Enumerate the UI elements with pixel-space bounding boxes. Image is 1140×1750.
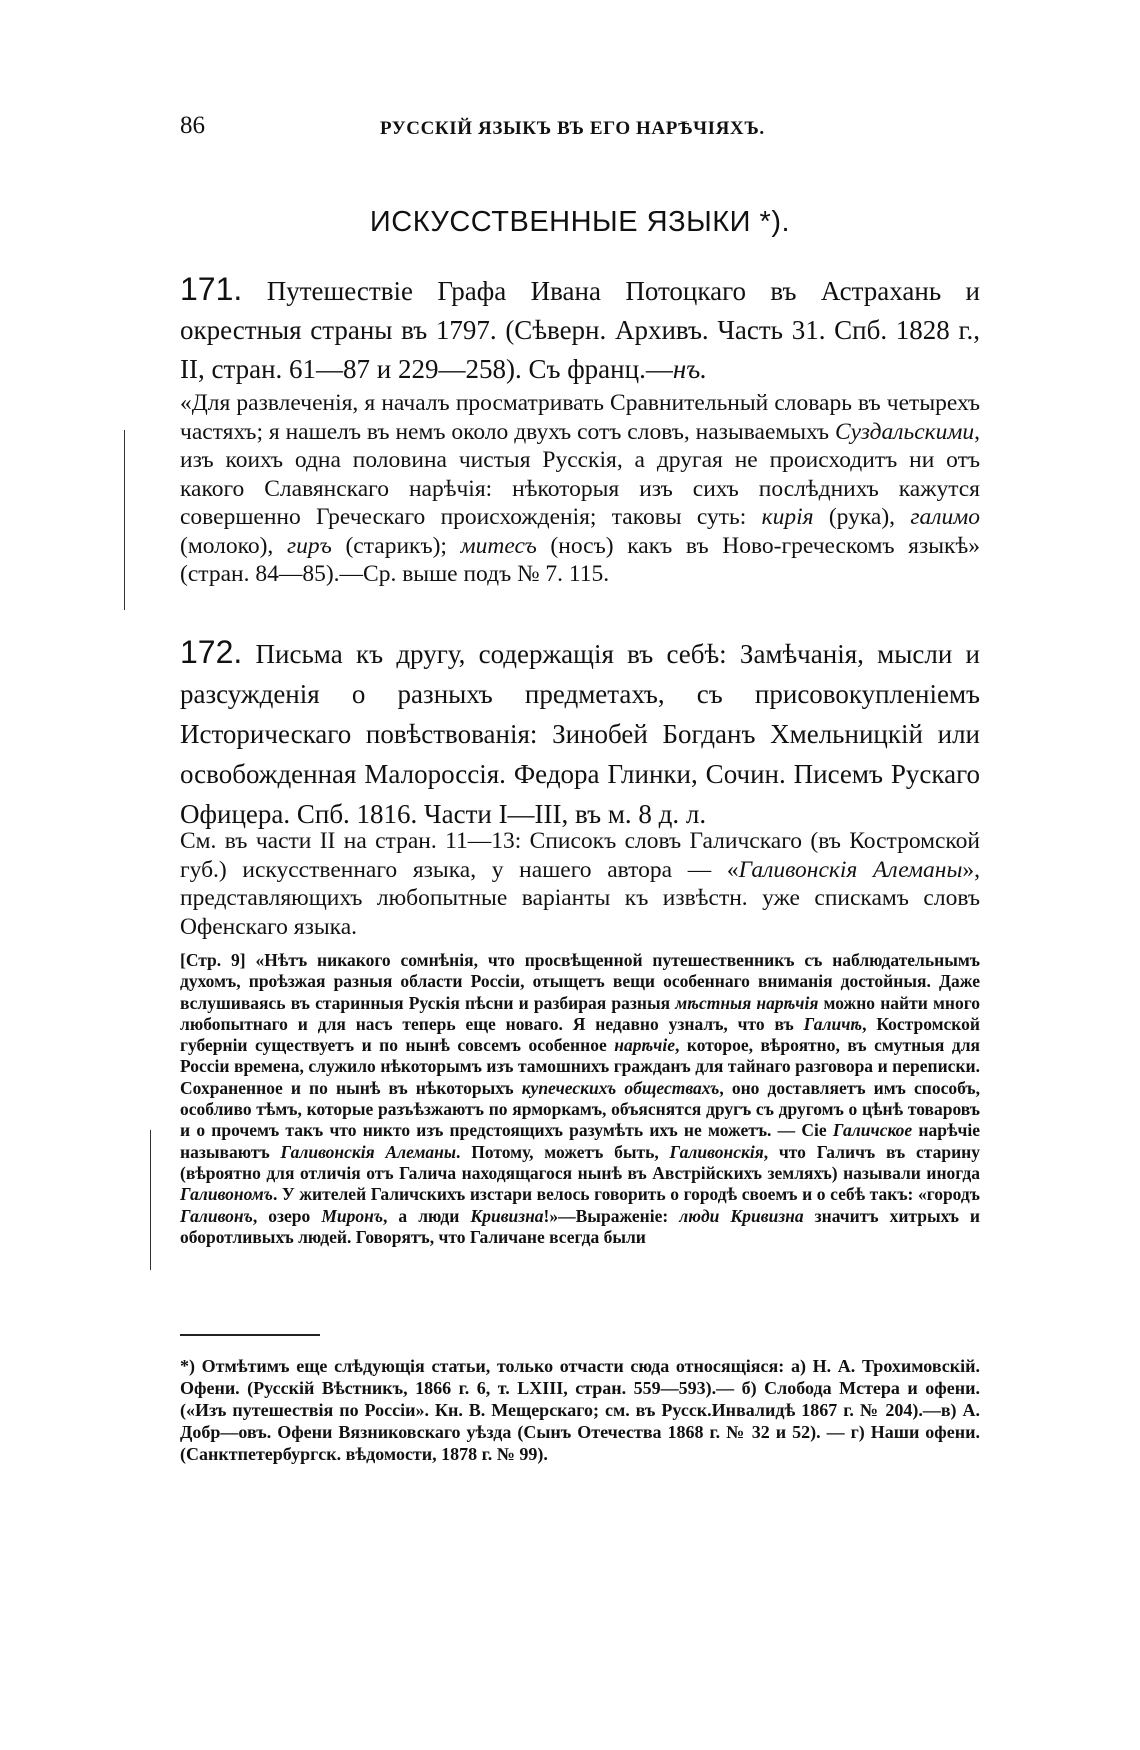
excerpt-text: . У жителей Галичскихъ изстари велось говорить о городѣ своемъ и о себѣ такъ: «городъ <box>272 1184 980 1205</box>
excerpt-text: , озеро <box>252 1205 322 1226</box>
entry-171-heading <box>180 270 980 389</box>
quote-italic: кирія <box>761 504 814 530</box>
note-italic: Галивонскія Алеманы <box>738 856 963 883</box>
excerpt-text: . Потому, можетъ быть, <box>456 1141 670 1162</box>
quote-text: (молоко), <box>180 532 287 559</box>
quote-text: , изъ коихъ одна половина чистыя Русскія, а другая не происходитъ ни отъ какого Славянскаго нарѣчія: нѣкоторыя изъ сихъ послѣднихъ кажутся совершенно Греческаго происхожденія; таковы суть: <box>180 418 980 530</box>
entry-172-excerpt <box>180 950 980 1248</box>
entry-172-heading <box>180 632 980 834</box>
excerpt-italic: Галичское <box>832 1120 913 1141</box>
excerpt-italic: нарѣчіе <box>614 1035 675 1056</box>
excerpt-italic: купеческихъ обществахъ <box>521 1077 720 1098</box>
quote-text: (старикъ); <box>331 532 461 559</box>
entry-number: 172. <box>180 634 243 670</box>
running-title: РУССКІЙ ЯЗЫКЪ ВЪ ЕГО НАРѢЧІЯХЪ. <box>380 118 765 139</box>
entry-number: 171. <box>180 271 243 307</box>
quote-text: (носъ) какъ въ Ново-греческомъ языкѣ» (стран. 84—85).—Ср. выше подъ № 7. 115. <box>180 532 980 587</box>
entry-171-quote <box>180 389 980 589</box>
excerpt-italic: Галичѣ <box>803 1013 863 1034</box>
excerpt-text: [Стр. 9] «Нѣтъ никакого сомнѣнія, что просвѣщенной путешественникъ съ наблюдательнымъ духомъ, проѣзжая разныя области Россіи, отыщетъ вещи особеннаго вниманія достойныя. Даже вслушиваясь въ старинныя Рускія пѣсни и разбирая разныя <box>180 950 980 1013</box>
entry-translator: нъ. <box>672 354 707 384</box>
quote-italic: гиръ <box>286 532 332 559</box>
quote-italic: галимо <box>910 504 980 530</box>
entry-title: Путешествіе Графа Ивана Потоцкаго въ Астрахань и окрестныя страны въ 1797. (Сѣверн. Архивъ. Часть 31. Спб. 1828 г., II, стран. 61—87 и 229—258). Съ франц.— <box>180 276 980 384</box>
excerpt-text: , а люди <box>383 1205 471 1226</box>
excerpt-text: , оно доставляетъ имъ способъ, особливо тѣмъ, которые разъѣзжаютъ по ярморкамъ, объяснятся другъ съ другомъ о цѣнѣ товаровъ и о прочемъ такъ что никто изъ предстоящихъ разумѣть ихъ не можетъ. — Сіе <box>180 1077 980 1141</box>
footnote: *) Отмѣтимъ еще слѣдующія статьи, только отчасти сюда относящіяся: а) Н. А. Трохимовскій. Офени. (Русскій Вѣстникъ, 1866 г. 6, т. LXIII, стран. 559—593).— б) Слобода Мстера и офени. («Изъ путешествія по Россіи». Кн. В. Мещерскаго; см. въ Русск.Инвалидѣ 1867 г. № 204).—в) А. Добр—овъ. Офени Вязниковскаго уѣзда (Сынъ Отечества 1868 г. № 32 и 52). — г) Наши офени. (Санктпетербургск. вѣдомости, 1878 г. № 99). <box>180 1356 980 1464</box>
footnote-divider <box>180 1334 320 1336</box>
quote-italic: Суздальскими <box>834 418 975 445</box>
note-text: », представляющихъ любопытные варіанты къ извѣстн. уже спискамъ словъ Офенскаго языка. <box>180 856 980 940</box>
excerpt-text: , которое, вѣроятно, въ смутныя для Россіи времена, служило нѣкоторымъ изъ тамошнихъ гражданъ для тайнаго разговора и переписки. Сохраненное и по нынѣ въ нѣкоторыхъ <box>180 1035 981 1098</box>
excerpt-italic: Галивонскія <box>669 1141 764 1162</box>
quote-text: (рука), <box>813 504 911 530</box>
section-title: ИСКУССТВЕННЫЕ ЯЗЫКИ *). <box>369 206 791 238</box>
page-number: 86 <box>180 112 205 139</box>
page-header <box>180 112 980 146</box>
excerpt-italic: Галивонъ <box>180 1205 253 1226</box>
excerpt-italic: Кривизна <box>470 1205 544 1226</box>
quote-italic: митесъ <box>460 532 537 559</box>
entry-title: Письма къ другу, содержащія въ себѣ: Замѣчанія, мысли и разсужденія о разныхъ предметахъ, съ присовокупленіемъ Историческаго повѣствованія: Зинобей Богданъ Хмельницкій или освобожденная Малороссія. Федора Глинки, Сочин. Писемъ Рускаго Офицера. Спб. 1816. Части I—III, въ м. 8 д. л. <box>180 639 980 829</box>
excerpt-text: , Костромской губерніи существуетъ и по нынѣ совсемъ особенное <box>180 1013 980 1056</box>
excerpt-text: можно найти много любопытнаго и для насъ теперь еще новаго. Я недавно узналъ, что въ <box>180 992 980 1034</box>
excerpt-text: , что Галичъ въ старину (вѣроятно для отличія отъ Галича находящагося нынѣ въ Австрійскихъ земляхъ) называли иногда <box>180 1141 980 1183</box>
excerpt-text: нарѣчіе называютъ <box>180 1120 980 1162</box>
excerpt-text: !»—Выраженіе: <box>543 1205 680 1226</box>
margin-pencil-mark <box>124 430 125 610</box>
excerpt-italic: Галивономъ <box>180 1184 273 1205</box>
excerpt-italic: Галивонскія Алеманы <box>280 1141 457 1162</box>
excerpt-text: значитъ хитрыхъ и оборотливыхъ людей. Говорятъ, что Галичане всегда были <box>180 1205 980 1247</box>
excerpt-italic: мѣстныя нарѣчія <box>675 992 819 1013</box>
note-text: См. въ части II на стран. 11—13: Списокъ словъ Галичскаго (въ Костромской губ.) искусственнаго языка, у нашего автора — « <box>180 828 980 883</box>
entry-172-note <box>180 827 980 941</box>
excerpt-italic: люди Кривизна <box>679 1205 804 1226</box>
quote-text: «Для развлеченія, я началъ просматривать Сравнительный словарь въ четырехъ частяхъ; я нашелъ въ немъ около двухъ сотъ словъ, называемыхъ <box>180 390 980 445</box>
excerpt-italic: Миронъ <box>321 1205 384 1226</box>
margin-pencil-mark <box>150 1130 151 1270</box>
